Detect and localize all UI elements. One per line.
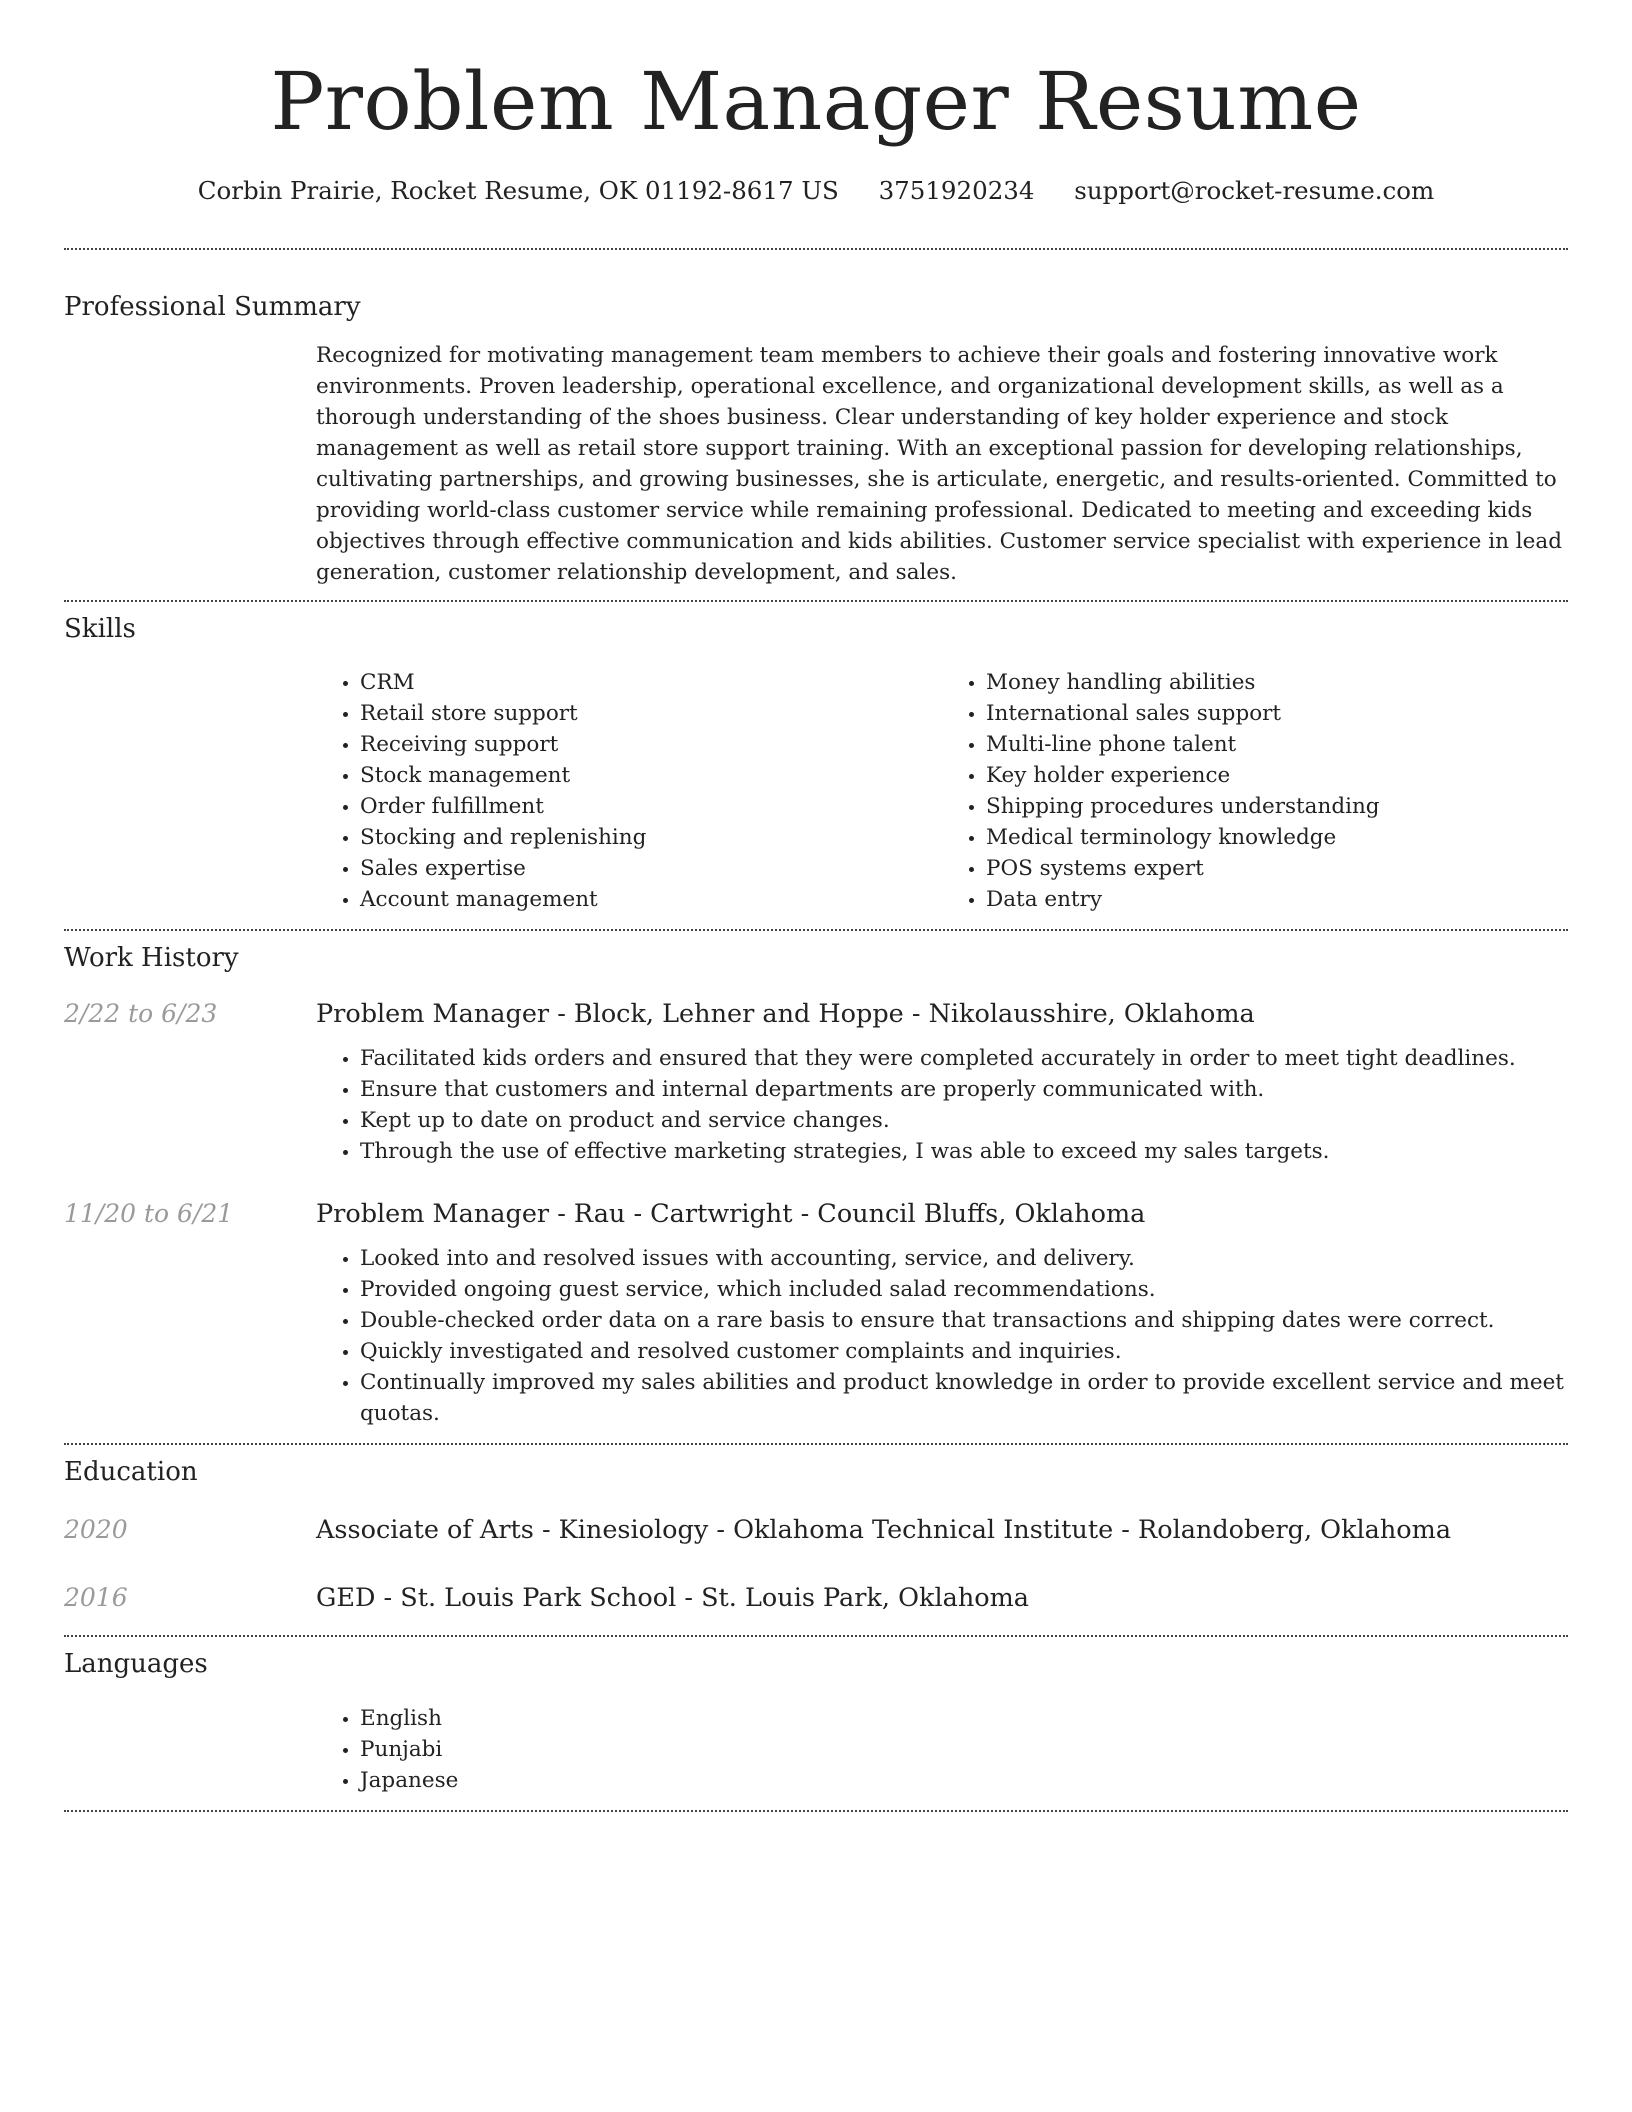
education-text: Associate of Arts - Kinesiology - Oklahoma Technical Institute - Rolandoberg, Oklahoma — [316, 1515, 1452, 1545]
skill-item: • Data entry — [986, 884, 1568, 915]
skill-item: • International sales support — [986, 698, 1568, 729]
divider — [64, 929, 1568, 931]
skill-item: • Order fulfillment — [360, 791, 942, 822]
language-item: • Punjabi — [360, 1734, 1568, 1765]
skills-column-right — [942, 667, 1568, 915]
divider — [64, 1443, 1568, 1445]
divider — [64, 1635, 1568, 1637]
job-bullet: • Double-checked order data on a rare basis to ensure that transactions and shipping dates were correct. — [360, 1305, 1568, 1336]
job-entry — [64, 997, 1568, 1031]
contact-address: Corbin Prairie, Rocket Resume, OK 01192-8617 US — [197, 176, 839, 205]
job-bullet: • Looked into and resolved issues with accounting, service, and delivery. — [360, 1243, 1568, 1274]
resume-title: Problem Manager Resume — [270, 55, 1362, 148]
skill-item: • Retail store support — [360, 698, 942, 729]
job-bullet: • Facilitated kids orders and ensured that they were completed accurately in order to meet tight deadlines. — [360, 1043, 1568, 1074]
divider — [64, 1810, 1568, 1812]
education-text: GED - St. Louis Park School - St. Louis Park, Oklahoma — [316, 1583, 1029, 1613]
job-bullet: • Ensure that customers and internal departments are properly communicated with. — [360, 1074, 1568, 1105]
skill-item: • POS systems expert — [986, 853, 1568, 884]
job-bullet: • Through the use of effective marketing strategies, I was able to exceed my sales targets. — [360, 1136, 1568, 1167]
contact-phone[interactable]: 3751920234 — [878, 176, 1035, 205]
job-bullet: • Provided ongoing guest service, which included salad recommendations. — [360, 1274, 1568, 1305]
job-entry — [64, 1197, 1568, 1231]
job-heading: Problem Manager - Rau - Cartwright - Council Bluffs, Oklahoma — [316, 1199, 1146, 1229]
education-heading: Education — [64, 1457, 198, 1487]
summary-text: Recognized for motivating management team members to achieve their goals and fostering innovative work environments. Proven leadership, operational excellence, and organizational development skills, as well as a thorough understanding of the shoes business. Clear understanding of key holder experience and stock management as well as retail store support training. With an exceptional passion for developing relationships, cultivating partnerships, and growing businesses, she is articulate, energetic, and results-oriented. Committed to providing world-class customer service while remaining professional. Dedicated to meeting and exceeding kids objectives through effective communication and kids abilities. Customer service specialist with experience in lead generation, customer relationship development, and sales. — [316, 343, 1562, 585]
skills-list — [316, 667, 1568, 915]
divider — [64, 248, 1568, 250]
job-duties — [316, 1243, 1568, 1429]
skill-item: • Shipping procedures understanding — [986, 791, 1568, 822]
skill-item: • Key holder experience — [986, 760, 1568, 791]
skill-item: • CRM — [360, 667, 942, 698]
job-heading: Problem Manager - Block, Lehner and Hoppe - Nikolausshire, Oklahoma — [316, 999, 1255, 1029]
contact-line — [64, 174, 1568, 208]
languages-list — [316, 1703, 1568, 1796]
languages-heading: Languages — [64, 1649, 208, 1679]
education-entry — [64, 1581, 1568, 1615]
job-dates: 2/22 to 6/23 — [64, 999, 218, 1028]
skill-item: • Money handling abilities — [986, 667, 1568, 698]
skill-item: • Multi-line phone talent — [986, 729, 1568, 760]
skill-item: • Stocking and replenishing — [360, 822, 942, 853]
education-entry — [64, 1513, 1568, 1547]
job-duties — [316, 1043, 1568, 1167]
skill-item: • Sales expertise — [360, 853, 942, 884]
skills-column-left — [316, 667, 942, 915]
skill-item: • Receiving support — [360, 729, 942, 760]
contact-email[interactable]: support@rocket-resume.com — [1074, 176, 1435, 205]
job-dates: 11/20 to 6/21 — [64, 1199, 234, 1228]
job-bullet: • Continually improved my sales abilities and product knowledge in order to provide excellent service and meet quotas. — [360, 1367, 1568, 1429]
language-item: • Japanese — [360, 1765, 1568, 1796]
divider — [64, 600, 1568, 602]
language-item: • English — [360, 1703, 1568, 1734]
skills-heading: Skills — [64, 614, 136, 644]
summary-heading: Professional Summary — [64, 292, 361, 322]
skill-item: • Medical terminology knowledge — [986, 822, 1568, 853]
skill-item: • Account management — [360, 884, 942, 915]
skill-item: • Stock management — [360, 760, 942, 791]
education-year: 2020 — [64, 1515, 128, 1544]
work-heading: Work History — [64, 943, 239, 973]
job-bullet: • Kept up to date on product and service changes. — [360, 1105, 1568, 1136]
education-year: 2016 — [64, 1583, 128, 1612]
job-bullet: • Quickly investigated and resolved customer complaints and inquiries. — [360, 1336, 1568, 1367]
